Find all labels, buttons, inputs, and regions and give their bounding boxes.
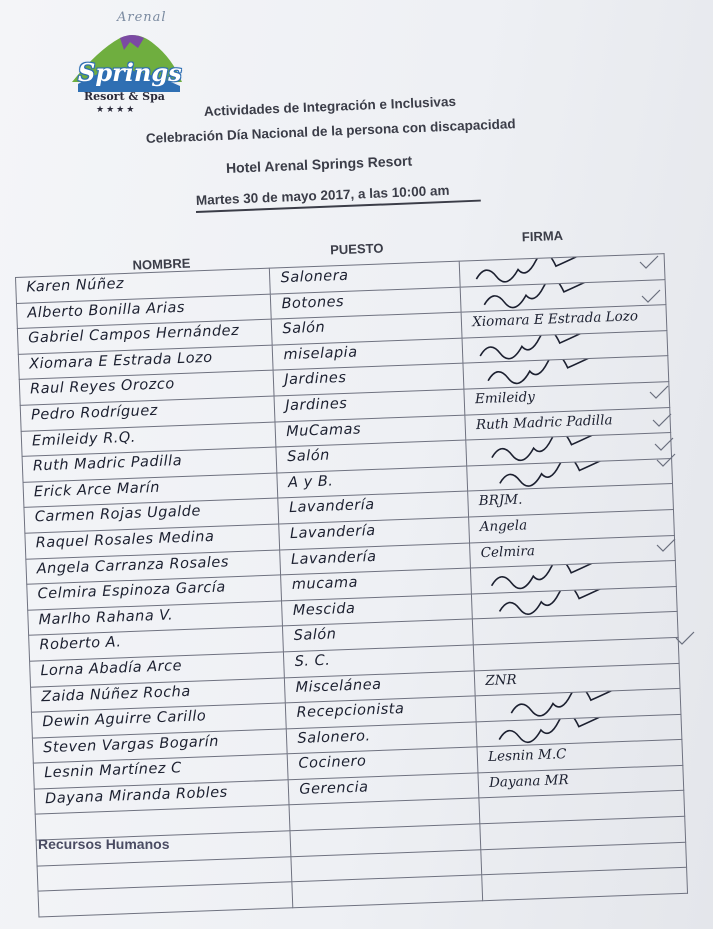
handwritten-puesto: A y B. xyxy=(287,473,334,491)
handwritten-nombre: Raquel Rosales Medina xyxy=(35,528,215,552)
handwritten-puesto: MuCamas xyxy=(285,420,362,440)
handwritten-puesto: Cocinero xyxy=(298,753,367,773)
handwritten-puesto: Salón xyxy=(286,447,331,466)
header-activities: Actividades de Integración e Inclusivas xyxy=(203,93,457,119)
handwritten-puesto: miselapia xyxy=(283,344,358,363)
check-mark xyxy=(676,632,694,644)
handwritten-nombre: Angela Carranza Rosales xyxy=(36,553,230,577)
handwritten-puesto: mucama xyxy=(291,574,359,594)
check-mark xyxy=(642,290,660,302)
handwritten-nombre: Xiomara E Estrada Lozo xyxy=(28,349,213,373)
handwritten-nombre: Ruth Madric Padilla xyxy=(32,453,183,475)
check-mark xyxy=(650,386,668,398)
check-mark xyxy=(640,256,658,268)
signature-text: Ruth Madric Padilla xyxy=(475,411,613,433)
handwritten-puesto: Botones xyxy=(281,293,345,312)
signature-text: Lesnin M.C xyxy=(487,746,567,766)
handwritten-puesto: Miscelánea xyxy=(295,676,382,696)
logo-brand: Springs xyxy=(78,58,182,87)
handwritten-nombre: Lorna Abadía Arce xyxy=(40,658,183,680)
handwritten-nombre: Celmira Espinoza García xyxy=(37,579,227,603)
signature-text: ZNR xyxy=(485,671,517,689)
logo-handwritten-note: Arenal xyxy=(117,10,167,25)
header-celebration: Celebración Día Nacional de la persona con discapacidad xyxy=(145,116,516,146)
header-date: Martes 30 de mayo 2017, a las 10:00 am xyxy=(195,182,450,208)
handwritten-puesto: Salonero. xyxy=(297,727,371,747)
signature-text: Xiomara E Estrada Lozo xyxy=(471,308,639,331)
handwritten-puesto: Salón xyxy=(293,626,337,645)
handwritten-puesto: Lavandería xyxy=(289,522,376,543)
handwritten-puesto: Jardines xyxy=(284,370,347,389)
handwritten-nombre: Lesnin Martínez C xyxy=(43,760,183,782)
check-mark xyxy=(657,539,675,551)
handwritten-puesto: Mescida xyxy=(292,600,356,619)
handwritten-puesto: Gerencia xyxy=(299,779,369,798)
handwritten-nombre: Carmen Rojas Ugalde xyxy=(34,503,202,526)
handwritten-nombre: Gabriel Campos Hernández xyxy=(27,322,240,347)
logo-subtitle: Resort & Spa xyxy=(84,90,165,103)
handwritten-nombre: Emileidy R.Q. xyxy=(31,429,137,450)
handwritten-puesto: Salonera xyxy=(280,267,349,287)
header-hotel: Hotel Arenal Springs Resort xyxy=(225,152,413,176)
signature-text: BRJM. xyxy=(478,491,523,510)
handwritten-puesto: Lavandería xyxy=(290,548,377,568)
handwritten-nombre: Karen Núñez xyxy=(26,275,125,296)
handwritten-nombre: Roberto A. xyxy=(39,634,122,654)
signature-text: Emileidy xyxy=(474,388,536,408)
check-mark xyxy=(655,438,673,450)
handwritten-nombre: Zaida Núñez Rocha xyxy=(41,683,192,705)
handwritten-nombre: Dewin Aguirre Carillo xyxy=(42,708,207,731)
signature-text: Dayana MR xyxy=(488,771,569,791)
signature-text: Celmira xyxy=(480,542,536,561)
handwritten-puesto: Lavandería xyxy=(288,497,375,517)
handwritten-nombre: Alberto Bonilla Arias xyxy=(27,299,186,322)
handwritten-puesto: Salón xyxy=(282,319,326,338)
handwritten-nombre: Pedro Rodríguez xyxy=(30,402,159,424)
check-mark xyxy=(657,454,675,466)
handwritten-puesto: Jardines xyxy=(285,395,348,415)
column-header-firma: FIRMA xyxy=(521,227,564,245)
column-header-nombre: NOMBRE xyxy=(132,255,191,273)
check-mark xyxy=(653,414,671,426)
handwritten-nombre: Steven Vargas Bogarín xyxy=(42,733,220,756)
handwritten-nombre: Dayana Miranda Robles xyxy=(44,784,228,808)
logo-stars: ★★★★ xyxy=(96,105,137,115)
handwritten-nombre: Marlho Rahana V. xyxy=(38,607,174,629)
handwritten-nombre: Raul Reyes Orozco xyxy=(29,376,175,398)
handwritten-puesto: S. C. xyxy=(294,652,331,670)
footer-department: Recursos Humanos xyxy=(38,836,170,852)
handwritten-nombre: Erick Arce Marín xyxy=(33,479,161,501)
column-header-puesto: PUESTO xyxy=(329,240,384,258)
handwritten-puesto: Recepcionista xyxy=(296,701,405,722)
signature-text: Angela xyxy=(479,517,528,536)
